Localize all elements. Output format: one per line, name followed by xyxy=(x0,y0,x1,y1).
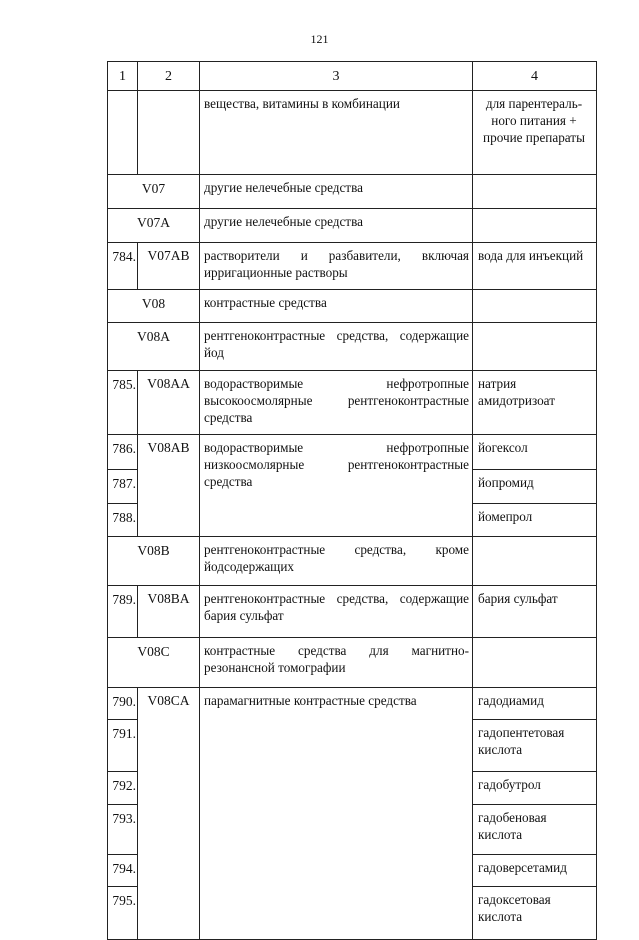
group-description: рентгеноконтрастные средства, содержащие бария сульфат xyxy=(200,586,473,638)
substance-name xyxy=(473,290,597,323)
group-description: растворители и разбавители, включая ирригационные растворы xyxy=(200,243,473,290)
row-number-cell: 788. xyxy=(108,504,138,537)
atc-code-cell: V08 xyxy=(108,290,200,323)
drug-classification-table xyxy=(107,61,597,940)
row-number-cell: 795. xyxy=(108,887,138,940)
table-row xyxy=(108,175,597,209)
substance-name: гадобеновая кислота xyxy=(473,805,597,855)
row-number-cell: 786. xyxy=(108,435,138,470)
atc-code-cell: V08AB xyxy=(138,435,200,537)
substance-name: бария сульфат xyxy=(473,586,597,638)
atc-code-cell: V08A xyxy=(108,323,200,371)
table-row xyxy=(108,323,597,371)
substance-name xyxy=(473,638,597,688)
substance-name: гадоверсетамид xyxy=(473,855,597,887)
substance-name: йопромид xyxy=(473,470,597,504)
row-number-cell xyxy=(108,91,138,175)
column-header: 3 xyxy=(200,62,473,91)
substance-name: натрия амидотризоат xyxy=(473,371,597,435)
table-row xyxy=(108,290,597,323)
column-header: 2 xyxy=(138,62,200,91)
atc-code-cell: V07AB xyxy=(138,243,200,290)
column-header: 4 xyxy=(473,62,597,91)
atc-code-cell: V07 xyxy=(108,175,200,209)
substance-name: гадодиамид xyxy=(473,688,597,720)
atc-code-cell: V07A xyxy=(108,209,200,243)
column-header: 1 xyxy=(108,62,138,91)
row-number-cell: 793. xyxy=(108,805,138,855)
row-number-cell: 785. xyxy=(108,371,138,435)
atc-code-cell: V08CA xyxy=(138,688,200,940)
atc-code-cell: V08AA xyxy=(138,371,200,435)
row-number-cell: 784. xyxy=(108,243,138,290)
table-row xyxy=(108,638,597,688)
table-header-row xyxy=(108,62,597,91)
row-number-cell: 794. xyxy=(108,855,138,887)
group-description: контрастные средства xyxy=(200,290,473,323)
page-number: 121 xyxy=(310,32,329,46)
table-row xyxy=(108,243,597,290)
table-row xyxy=(108,435,597,470)
group-description: рентгеноконтрастные средства, содержащие йод xyxy=(200,323,473,371)
row-number-cell: 791. xyxy=(108,720,138,772)
group-description: парамагнитные контрастные средства xyxy=(200,688,473,940)
atc-code-cell: V08BA xyxy=(138,586,200,638)
substance-name xyxy=(473,209,597,243)
table-row xyxy=(108,586,597,638)
substance-name xyxy=(473,323,597,371)
atc-code-cell: V08C xyxy=(108,638,200,688)
group-description: водорастворимые нефротропные высокоосмолярные рентгеноконтрастные средства xyxy=(200,371,473,435)
group-description: рентгеноконтрастные средства, кроме йодсодержащих xyxy=(200,537,473,586)
table-row xyxy=(108,371,597,435)
substance-name: йогексол xyxy=(473,435,597,470)
substance-name xyxy=(473,537,597,586)
table-row xyxy=(108,537,597,586)
atc-code-cell: V08B xyxy=(108,537,200,586)
row-number-cell: 789. xyxy=(108,586,138,638)
substance-name: гадобутрол xyxy=(473,772,597,805)
substance-name: гадоксетовая кислота xyxy=(473,887,597,940)
row-number-cell: 787. xyxy=(108,470,138,504)
table-row xyxy=(108,209,597,243)
table-row xyxy=(108,688,597,720)
group-description: водорастворимые нефротропные низкоосмолярные рентгеноконтрастные средства xyxy=(200,435,473,537)
substance-name: йомепрол xyxy=(473,504,597,537)
group-description: другие нелечебные средства xyxy=(200,209,473,243)
row-number-cell: 790. xyxy=(108,688,138,720)
group-description: вещества, витамины в комбинации xyxy=(200,91,473,175)
table-row xyxy=(108,91,597,175)
row-number-cell: 792. xyxy=(108,772,138,805)
substance-name: гадопентетовая кислота xyxy=(473,720,597,772)
atc-code-cell xyxy=(138,91,200,175)
substance-name: вода для инъекций xyxy=(473,243,597,290)
substance-name xyxy=(473,175,597,209)
group-description: контрастные средства для магнитно-резонансной томографии xyxy=(200,638,473,688)
group-description: другие нелечебные средства xyxy=(200,175,473,209)
substance-name: для парентераль-ного питания + прочие препараты xyxy=(473,91,597,175)
